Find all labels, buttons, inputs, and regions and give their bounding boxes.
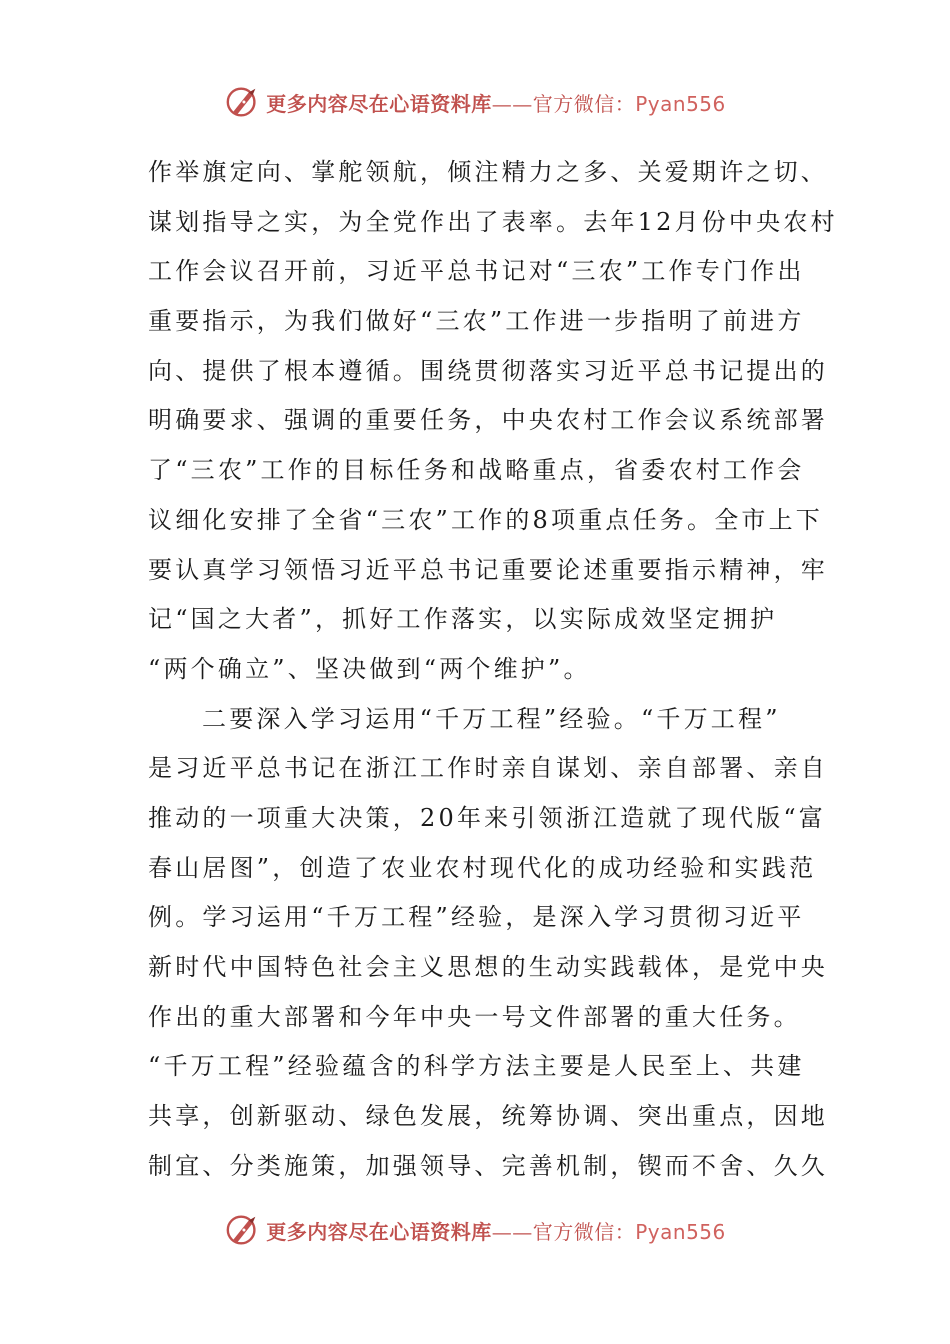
footer-banner-title: 更多内容尽在心语资料库 — [266, 1219, 492, 1244]
text-line: 作出的重大部署和今年中央一号文件部署的重大任务。 — [148, 1002, 801, 1031]
text-line: 推动的一项重大决策，20年来引领浙江造就了现代版“富 — [148, 803, 827, 832]
text-line: 共享，创新驱动、绿色发展，统筹协调、突出重点，因地 — [148, 1102, 828, 1131]
footer-banner-official: 官方微信： — [532, 1219, 636, 1244]
header-banner — [0, 82, 950, 122]
text-line-paragraph-start: 二要深入学习运用“千万工程”经验。“千万工程” — [202, 704, 781, 733]
text-line: 谋划指导之实，为全党作出了表率。去年12月份中央农村 — [148, 207, 838, 236]
footer-banner — [0, 1210, 950, 1250]
header-banner-title: 更多内容尽在心语资料库 — [266, 91, 492, 116]
pen-nib-logo-icon — [224, 1211, 262, 1249]
text-line: 是习近平总书记在浙江工作时亲自谋划、亲自部署、亲自 — [148, 754, 828, 783]
text-line: 制宜、分类施策，加强领导、完善机制，锲而不舍、久久 — [148, 1151, 828, 1180]
pen-nib-logo-icon — [224, 83, 262, 121]
footer-banner-dash: —— — [491, 1219, 533, 1244]
text-line: 春山居图”，创造了农业农村现代化的成功经验和实践范 — [148, 853, 817, 882]
text-line: 作举旗定向、掌舵领航，倾注精力之多、关爱期许之切、 — [148, 158, 828, 186]
text-line: 要认真学习领悟习近平总书记重要论述重要指示精神，牢 — [148, 555, 828, 584]
text-line: 了“三农”工作的目标任务和战略重点，省委农村工作会 — [148, 456, 805, 485]
header-banner-text — [266, 88, 726, 117]
header-banner-wechat-id: Pyan556 — [635, 91, 726, 116]
text-line: “两个确立”、坚决做到“两个维护”。 — [148, 654, 591, 683]
document-body — [148, 148, 838, 1191]
footer-banner-wechat-id: Pyan556 — [635, 1219, 726, 1244]
footer-banner-text — [266, 1216, 726, 1245]
header-banner-dash: —— — [491, 91, 533, 116]
text-line: 例。学习运用“千万工程”经验，是深入学习贯彻习近平 — [148, 903, 805, 932]
text-line: 记“国之大者”，抓好工作落实，以实际成效坚定拥护 — [148, 605, 778, 634]
text-line: 明确要求、强调的重要任务，中央农村工作会议系统部署 — [148, 406, 828, 435]
text-line: 重要指示，为我们做好“三农”工作进一步指明了前进方 — [148, 307, 805, 336]
text-line: 向、提供了根本遵循。围绕贯彻落实习近平总书记提出的 — [148, 356, 828, 385]
header-banner-official: 官方微信： — [532, 91, 636, 116]
text-line: “千万工程”经验蕴含的科学方法主要是人民至上、共建 — [148, 1052, 805, 1081]
text-line: 工作会议召开前，习近平总书记对“三农”工作专门作出 — [148, 257, 805, 286]
text-line: 新时代中国特色社会主义思想的生动实践载体，是党中央 — [148, 953, 828, 981]
text-line: 议细化安排了全省“三农”工作的8项重点任务。全市上下 — [148, 505, 824, 534]
